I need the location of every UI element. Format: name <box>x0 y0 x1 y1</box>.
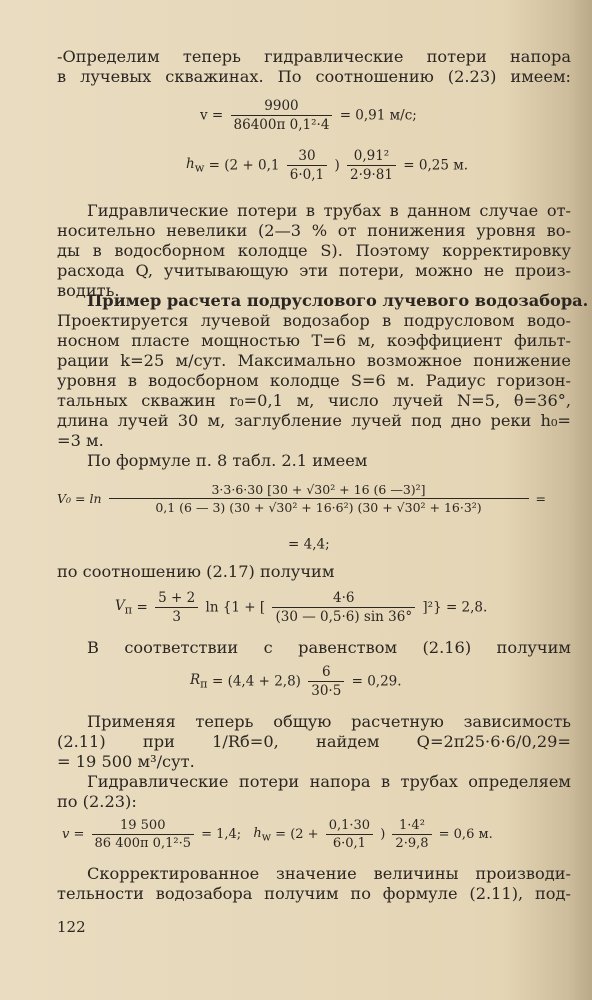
text-line: расхода Q, учитывающую эти потери, можно не произ- <box>57 261 571 280</box>
text-line: =3 м. <box>57 431 104 450</box>
text-line: рации k=25 м/сут. Максимально возможное понижение <box>57 351 571 370</box>
fraction: $\frac{0,1\cdot 30}{6\cdot 0,1}$ <box>326 818 373 851</box>
equation-head-loss: $h_w = (2 + 0,1$ $\frac{30}{6\cdot 0,1}$ ) $\frac{\text{0,91²}}{2\cdot 9\cdot 81}$ = 0,25 м. <box>186 148 469 183</box>
text-line: тальных скважин r₀=0,1 м, число лучей N=5, θ=36°, <box>57 391 571 410</box>
equation-velocity-losses: v = $\frac{19 500}{\text{86 400π 0,1²·5}}$ = 1,4; $h_w = (2$ + $\frac{0,1\cdot 30}{6\cdot 0,1}$ ) $\frac{\text{1·4²}}{2\cdot 9,8}$ = 0,6 м. <box>62 818 493 851</box>
text-line: ды в водосборном колодце S). Поэтому корректировку <box>57 241 571 260</box>
text-line: В соответствии с равенством (2.16) получим <box>87 638 571 657</box>
text-line: Применяя теперь общую расчетную зависимость <box>87 712 571 731</box>
paragraph-example <box>57 291 589 451</box>
equation-v0-result: = 4,4; <box>288 536 330 553</box>
fraction: $\frac{6}{30\cdot 5}$ <box>308 664 344 699</box>
fraction: $\frac{19 500}{\text{86 400π 0,1²·5}}$ <box>92 818 194 851</box>
text-line: По формуле п. 8 табл. 2.1 имеем <box>87 451 368 470</box>
text-line: Гидравлические потери в трубах в данном случае от- <box>87 201 571 220</box>
fraction: $\frac{30}{6\cdot 0,1}$ <box>287 148 327 183</box>
equation-velocity: v = $\frac{9900}{\text{86400π 0,1²·4}}$ = 0,91 м/с; <box>200 98 417 133</box>
paragraph-relation-216 <box>57 638 571 658</box>
fraction: $\frac{9900}{\text{86400π 0,1²·4}}$ <box>231 98 333 133</box>
text-line: -Определим теперь гидравлические потери напора <box>57 47 571 66</box>
page-number: 122 <box>57 918 86 936</box>
paragraph-relation-217 <box>57 562 571 582</box>
text-line: Проектируется лучевой водозабор в подрусловом водо- <box>57 311 571 330</box>
paragraph-formula-ref <box>57 451 571 471</box>
equation-vp: $V_п$ = $\frac{5 + 2}{3}$ ln {1 + [ $\frac{4\cdot 6}{(30 — 0,5\cdot 6) \sin 36^\circ}$ ]²} = 2,8. <box>115 590 488 625</box>
text-line: тельности водозабора получим по формуле (2.11), под- <box>57 884 571 903</box>
equation-v0: V₀ = ln $\frac{\text{3·3·6·30 [30 + √30² + 16 (6 —3)²]}}{\text{0,1 (6 — 3) (30 + √30² + 16·6²) (30 + √30² + 16·3²)}}$ = <box>57 482 546 515</box>
text-line: Скорректированное значение величины производи- <box>87 864 571 883</box>
fraction: $\frac{5 + 2}{3}$ <box>155 590 198 625</box>
text-line: носительно невелики (2—3 % от понижения уровня во- <box>57 221 571 240</box>
example-heading: Пример расчета подруслового лучевого водозабора. <box>87 291 589 310</box>
fraction: $\frac{\text{3·3·6·30 [30 + √30² + 16 (6 —3)²]}}{\text{0,1 (6 — 3) (30 + √30² + 16·6²) (30 + √30² + 16·3²)}}$ <box>109 482 529 515</box>
text-line: по соотношению (2.17) получим <box>57 562 335 581</box>
text-line: по (2.23): <box>57 792 137 811</box>
text-line: (2.11) при 1/Rб=0, найдем Q=2π25·6·6/0,29= <box>57 732 571 751</box>
paragraph-pipe-losses <box>57 772 571 812</box>
fraction: $\frac{\text{0,91²}}{2\cdot 9\cdot 81}$ <box>347 148 396 183</box>
fraction: $\frac{4\cdot 6}{(30 — 0,5\cdot 6) \sin 36^\circ}$ <box>272 590 415 625</box>
text-line: носном пласте мощностью T=6 м, коэффициент фильт- <box>57 331 571 350</box>
paragraph-general-dependence <box>57 712 571 772</box>
text-line: = 19 500 м³/сут. <box>57 752 195 771</box>
fraction: $\frac{\text{1·4²}}{2\cdot 9,8}$ <box>392 818 431 851</box>
paragraph-losses <box>57 201 571 301</box>
paragraph-intro <box>57 47 571 87</box>
text-line: Гидравлические потери напора в трубах определяем <box>87 772 571 791</box>
equation-rp: $R_п = (4,4 + 2,8)$ $\frac{6}{30\cdot 5}$ = 0,29. <box>190 664 402 699</box>
text-line: водить. <box>57 281 120 300</box>
text-line: уровня в водосборном колодце S=6 м. Радиус горизон- <box>57 371 571 390</box>
text-line: длина лучей 30 м, заглубление лучей под дно реки h₀= <box>57 411 571 430</box>
paragraph-corrected <box>57 864 571 904</box>
text-line: в лучевых скважинах. По соотношению (2.23) имеем: <box>57 67 571 86</box>
